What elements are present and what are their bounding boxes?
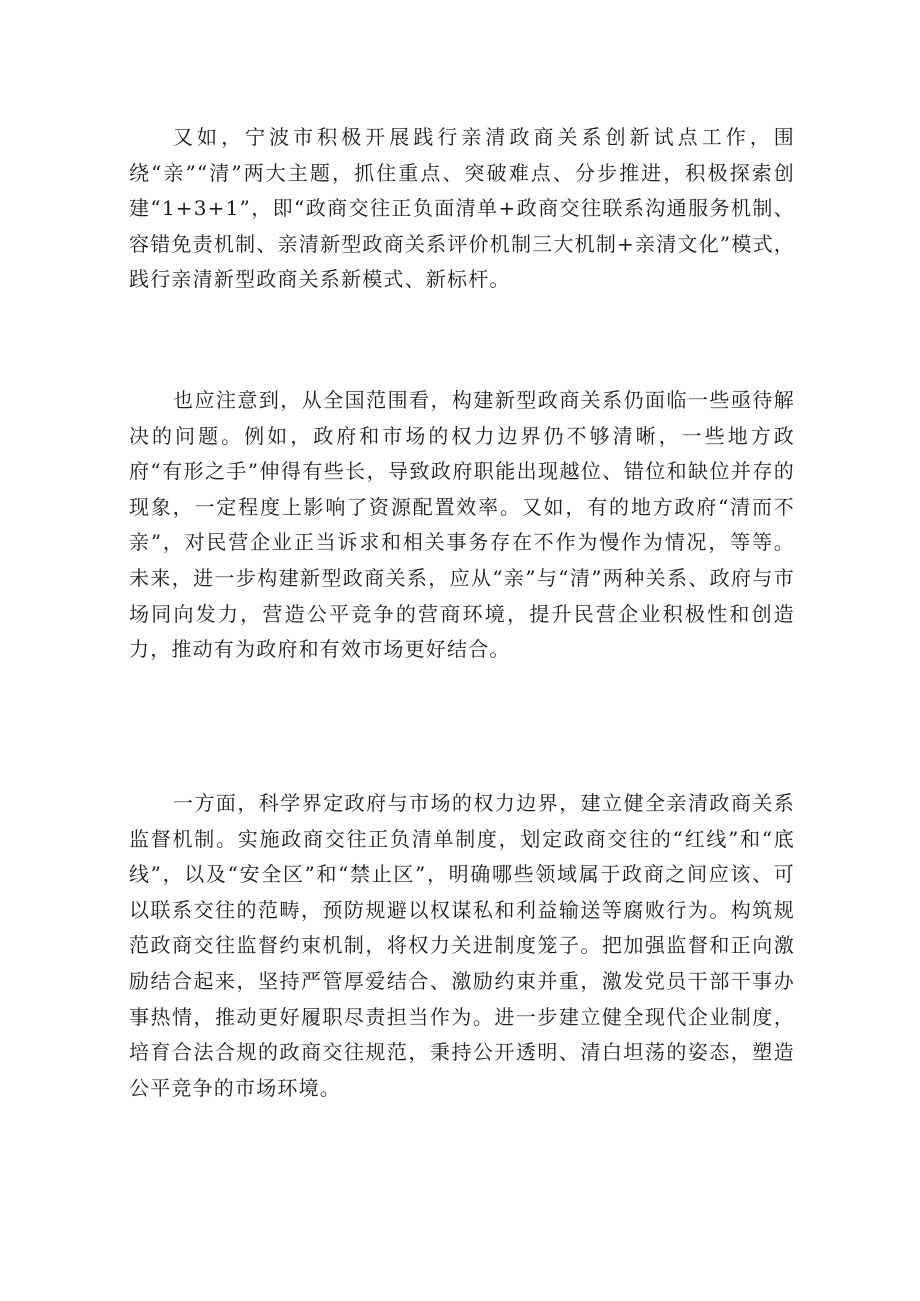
paragraph-first-aspect: 一方面，科学界定政府与市场的权力边界，建立健全亲清政商关系监督机制。实施政商交往正负清单制度，划定政商交往的“红线”和“底线”，以及“安全区”和“禁止区”，明确哪些领域属于政商之间应该、可以联系交往的范畴，预防规避以权谋私和利益输送等腐败行为。构筑规范政商交往监督约束机制，将权力关进制度笼子。把加强监督和正向激励结合起来，坚持严管厚爱结合、激励约束并重，激发党员干部干事办事热情，推动更好履职尽责担当作为。进一步建立健全现代企业制度，培育合法合规的政商交往规范，秉持公开透明、清白坦荡的姿态，塑造公平竞争的市场环境。 — [129, 791, 795, 1100]
paragraph-ningbo-example: 又如，宁波市积极开展践行亲清政商关系创新试点工作，围绕“亲”“清”两大主题，抓住重点、突破难点、分步推进，积极探索创建“1+3+1”，即“政商交往正负面清单+政商交往联系沟通服务机制、容错免责机制、亲清新型政商关系评价机制三大机制+亲清文化”模式，践行亲清新型政商关系新模式、新标杆。 — [129, 125, 795, 292]
paragraph-problems: 也应注意到，从全国范围看，构建新型政商关系仍面临一些亟待解决的问题。例如，政府和市场的权力边界仍不够清晰，一些地方政府“有形之手”伸得有些长，导致政府职能出现越位、错位和缺位并存的现象，一定程度上影响了资源配置效率。又如，有的地方政府“清而不亲”，对民营企业正当诉求和相关事务存在不作为慢作为情况，等等。未来，进一步构建新型政商关系，应从“亲”与“清”两种关系、政府与市场同向发力，营造公平竞争的营商环境，提升民营企业积极性和创造力，推动有为政府和有效市场更好结合。 — [129, 388, 795, 662]
